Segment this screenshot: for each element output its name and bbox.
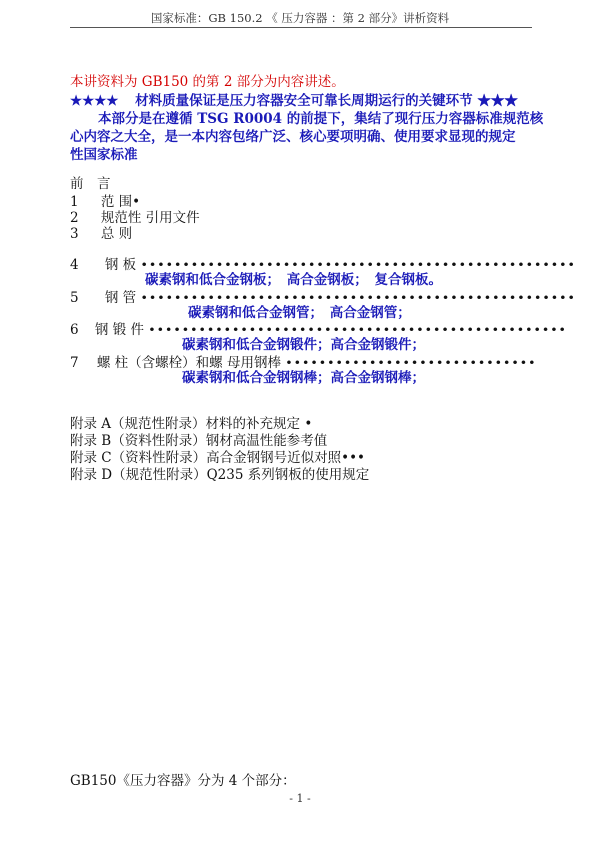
intro-para-line-3: 性国家标准 — [70, 147, 138, 163]
header-divider — [70, 27, 532, 28]
appendix-d: 附录 D（规范性附录）Q235 系列钢板的使用规定 — [70, 467, 370, 483]
appendix-c: 附录 C（资料性附录）高合金钢钢号近似对照••• — [70, 450, 366, 466]
toc-num: 3 — [70, 226, 79, 242]
toc-sub-6: 碳素钢和低合金钢锻件；高合金钢锻件； — [182, 337, 425, 353]
quality-text: 材料质量保证是压力容器安全可靠长周期运行的关键环节 — [135, 93, 473, 109]
toc-leader-dots: •••••••••••••••••••••••••••••• — [285, 355, 537, 370]
toc-label: 螺 柱（含螺栓）和螺 母用钢棒 — [96, 355, 281, 371]
intro-para-line-2: 心内容之大全，是一本内容包络广泛、核心要项明确、使用要求显现的规定 — [70, 129, 516, 145]
intro-red-line: 本讲资料为 GB150 的第 2 部分为内容讲述。 — [70, 74, 345, 90]
toc-leader-dots: •••••••••••••••••••••••••••••••••••••••••••••••••••• — [140, 257, 576, 272]
toc-sub-5: 碳素钢和低合金钢管； 高合金钢管； — [188, 305, 411, 321]
toc-num: 5 — [70, 290, 79, 306]
toc-label: 钢 管 — [104, 290, 137, 306]
appendix-b: 附录 B（资料性附录）钢材高温性能参考值 — [70, 433, 328, 449]
toc-num: 7 — [70, 355, 79, 371]
toc-num: 4 — [70, 257, 79, 273]
toc-sub-4: 碳素钢和低合金钢板； 高合金钢板； 复合钢板。 — [145, 272, 442, 288]
toc-item-3 — [70, 222, 132, 242]
toc-label: 钢 锻 件 — [94, 322, 144, 338]
toc-num: 2 — [70, 210, 79, 226]
toc-num: 1 — [70, 194, 79, 210]
toc-leader-dots: •••••••••••••••••••••••••••••••••••••••••••••••••••• — [140, 290, 576, 305]
stars-left: ★★★★ — [70, 93, 119, 109]
toc-sub-7: 碳素钢和低合金钢钢棒；高合金钢钢棒； — [182, 370, 425, 386]
quality-line — [70, 89, 518, 109]
page-header: 国家标准：GB 150.2 《 压力容器 ：第 2 部分》讲析资料 — [150, 11, 450, 25]
toc-label: 规范性 引用文件 — [100, 210, 200, 226]
toc-label: 钢 板 — [104, 257, 137, 273]
toc-label: 总 则 — [100, 226, 133, 242]
toc-label: 范 围• — [100, 194, 141, 210]
toc-foreword: 前 言 — [70, 176, 111, 192]
bottom-text: GB150《压力容器》分为 4 个部分： — [70, 773, 296, 789]
page-number: - 1 - — [289, 792, 311, 805]
intro-para-line-1: 本部分是在遵循 TSG R0004 的前提下，集结了现行压力容器标准规范核 — [98, 111, 544, 127]
appendix-a: 附录 A（规范性附录）材料的补充规定 • — [70, 416, 313, 432]
toc-leader-dots: •••••••••••••••••••••••••••••••••••••••••••••••••• — [148, 322, 567, 337]
stars-right: ★★★ — [477, 93, 518, 109]
toc-num: 6 — [70, 322, 79, 338]
